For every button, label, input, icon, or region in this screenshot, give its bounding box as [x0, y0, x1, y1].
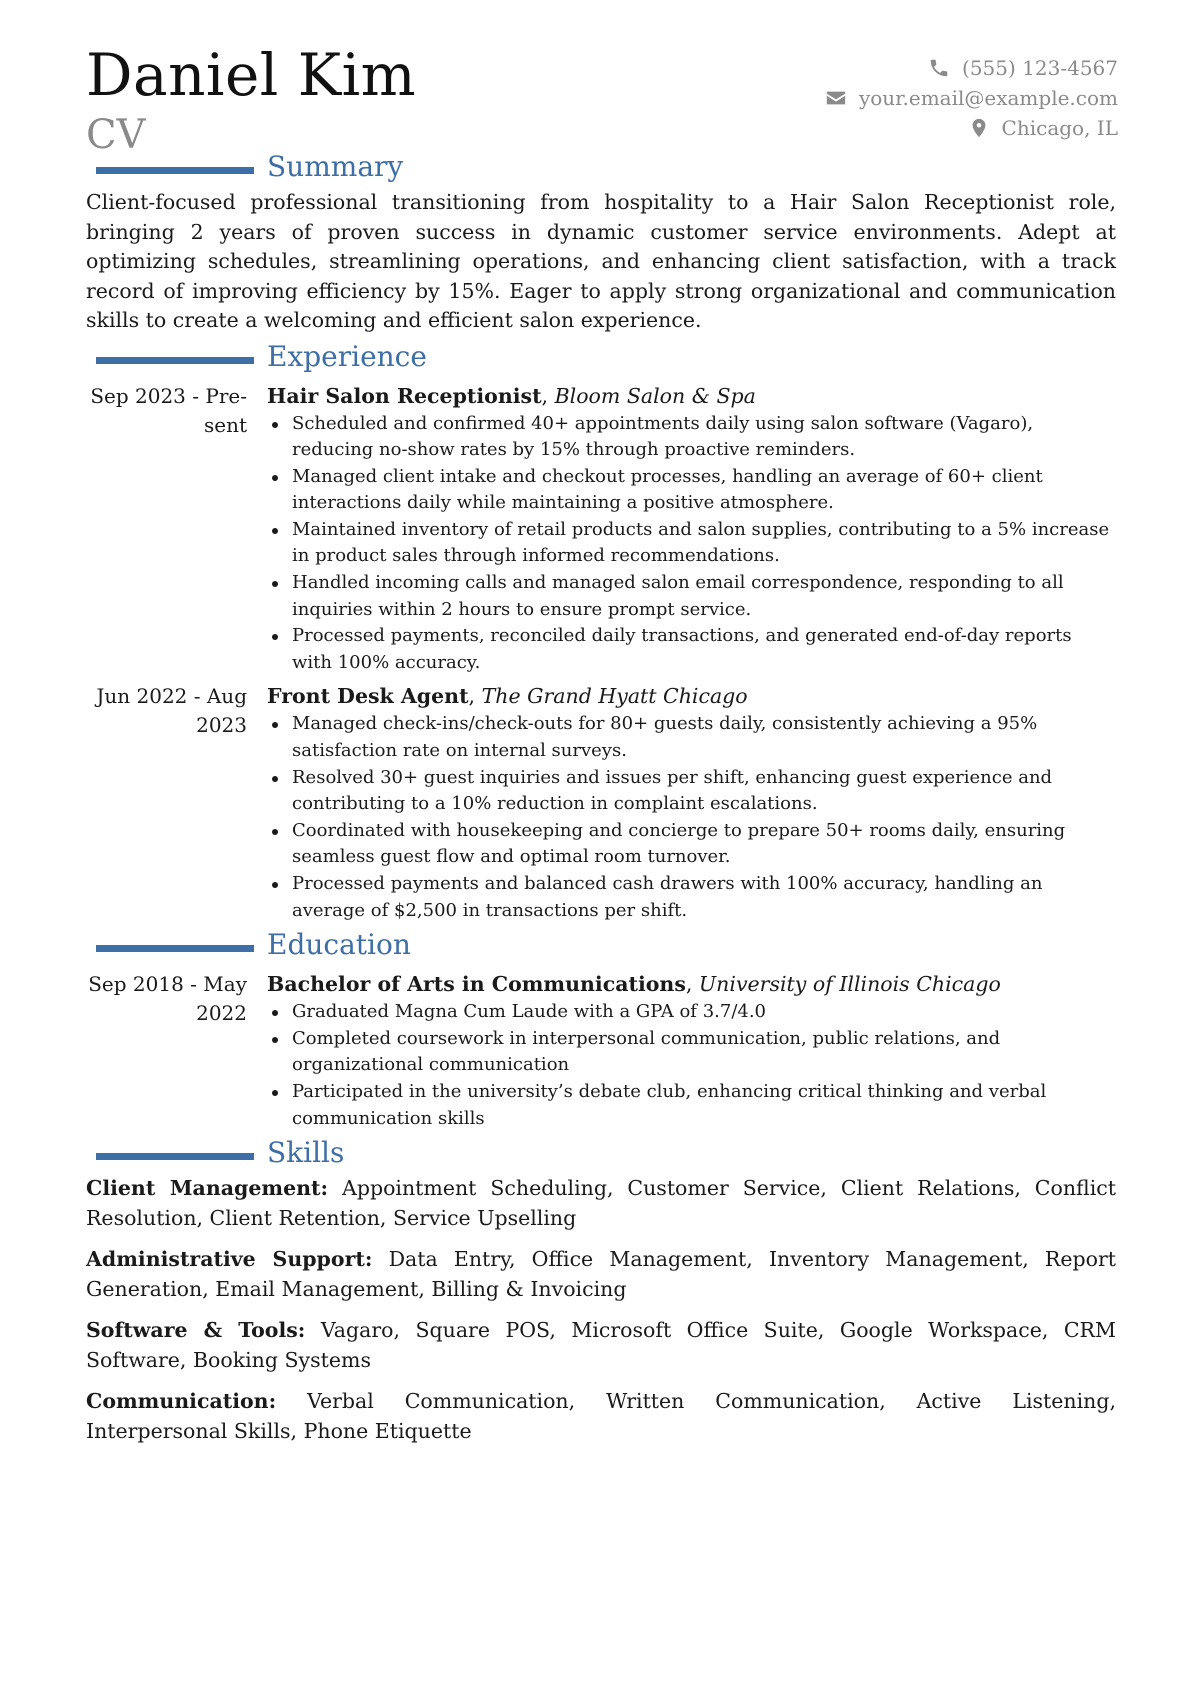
job-title: Front Desk Agent — [267, 684, 469, 709]
entry-body — [267, 970, 1116, 1132]
contact-email — [825, 83, 1118, 113]
location-text: Chicago, IL — [1001, 116, 1118, 140]
bullet-item — [267, 818, 1116, 871]
bullet-dot — [272, 829, 278, 835]
skill-items: Verbal Communication, Written Communication, Active Listening, Interpersonal Skills, Phone Etiquette — [86, 1389, 1116, 1443]
education-entry — [86, 970, 1116, 1132]
bullet-list — [267, 999, 1116, 1132]
experience-entry — [86, 682, 1116, 924]
bullet-item — [267, 765, 1116, 818]
company-name: Bloom Salon & Spa — [554, 383, 756, 408]
bullet-dot — [272, 1037, 278, 1043]
date-line: Sep 2023 - Pre- — [90, 383, 247, 408]
bullet-dot — [272, 581, 278, 587]
skill-label: Communication: — [86, 1389, 277, 1414]
entry-date — [86, 382, 247, 677]
date-line: sent — [203, 412, 247, 437]
bullet-text: Processed payments, reconciled daily transactions, and generated end-of-day reports with 100% accuracy. — [292, 625, 1072, 673]
bullet-text: Managed check-ins/check-outs for 80+ guests daily, consistently achieving a 95% satisfaction rate on internal surveys. — [292, 713, 1038, 762]
bullet-dot — [272, 528, 278, 534]
bullet-text: Maintained inventory of retail products and salon supplies, contributing to a 5% increase in product sales through informed recommendations. — [292, 518, 1110, 567]
bullet-item — [267, 411, 1116, 464]
date-line: Jun 2022 - Aug — [96, 684, 247, 709]
bullet-item — [267, 1026, 1116, 1079]
phone-icon — [928, 57, 950, 79]
section-experience-heading — [86, 339, 1116, 376]
section-title: Education — [267, 928, 411, 962]
envelope-icon — [825, 87, 847, 109]
email-link[interactable]: your.email@example.com — [858, 86, 1118, 110]
bullet-list — [267, 411, 1116, 677]
bullet-dot — [272, 722, 278, 728]
company-name: The Grand Hyatt Chicago — [481, 684, 748, 709]
bullet-dot — [272, 475, 278, 481]
skill-label: Client Management: — [86, 1176, 329, 1201]
bullet-text: Managed client intake and checkout processes, handling an average of 60+ client interactions daily while maintaining a positive atmosphere. — [292, 465, 1043, 514]
section-skills-heading — [86, 1138, 1116, 1172]
phone-text: (555) 123-4567 — [962, 56, 1118, 80]
section-education-heading — [86, 930, 1116, 964]
bullet-dot — [272, 776, 278, 782]
summary-text: Client-focused professional transitioning from hospitality to a Hair Salon Receptionist role, bringing 2 years of proven success in dynamic customer service environments. Adept at optimizing schedules, streamlining operations, and enhancing client satisfaction, with a track record of improving efficiency by 15%. Eager to apply strong organizational and communication skills to create a welcoming and efficient salon experience. — [86, 190, 1116, 332]
bullet-text: Graduated Magna Cum Laude with a GPA of 3.7/4.0 — [292, 1001, 767, 1023]
entry-body — [267, 382, 1116, 677]
entry-body — [267, 682, 1116, 924]
skill-group — [86, 1245, 1116, 1304]
bullet-text: Processed payments and balanced cash drawers with 100% accuracy, handling an average of $2,500 in transactions per shift. — [292, 873, 1043, 921]
bullet-item — [267, 711, 1116, 764]
contact-info — [825, 53, 1118, 143]
bullet-dot — [272, 422, 278, 428]
bullet-text: Handled incoming calls and managed salon email correspondence, responding to all inquiries within 2 hours to ensure prompt service. — [292, 572, 1064, 620]
contact-location — [825, 113, 1118, 143]
bullet-text: Completed coursework in interpersonal communication, public relations, and organizational communication — [292, 1027, 1001, 1076]
section-accent-bar — [96, 1153, 254, 1160]
bullet-text: Scheduled and confirmed 40+ appointments daily using salon software (Vagaro), reducing no-show rates by 15% through proactive reminders. — [292, 412, 1034, 461]
section-accent-bar — [96, 357, 254, 364]
bullet-dot — [272, 1090, 278, 1096]
bullet-dot — [272, 634, 278, 640]
section-accent-bar — [96, 945, 254, 952]
section-title: Experience — [267, 339, 427, 373]
contact-phone — [825, 53, 1118, 83]
bullet-item — [267, 1079, 1116, 1132]
bullet-item — [267, 517, 1116, 570]
bullet-item — [267, 999, 1116, 1026]
person-name: Daniel Kim — [86, 41, 417, 109]
bullet-text: Resolved 30+ guest inquiries and issues per shift, enhancing guest experience and contributing to a 10% reduction in complaint escalations. — [292, 766, 1053, 815]
bullet-list — [267, 711, 1116, 924]
bullet-dot — [272, 1010, 278, 1016]
bullet-item — [267, 570, 1116, 623]
skill-label: Administrative Support: — [86, 1247, 373, 1272]
skill-group — [86, 1174, 1116, 1233]
date-line: Sep 2018 - May — [88, 972, 247, 997]
skill-label: Software & Tools: — [86, 1318, 306, 1343]
bullet-item — [267, 871, 1116, 924]
section-title: Summary — [267, 150, 404, 183]
skill-items: Appointment Scheduling, Customer Service, Client Relations, Conflict Resolution, Client Retention, Service Upselling — [86, 1176, 1116, 1230]
entry-heading: Bachelor of Arts in Communications, University of Illinois Chicago — [267, 972, 1001, 997]
entry-date — [86, 970, 247, 1132]
skill-group — [86, 1316, 1116, 1375]
cv-page — [86, 42, 1116, 1458]
entry-heading: Hair Salon Receptionist, Bloom Salon & Spa — [267, 383, 756, 408]
bullet-text: Participated in the university’s debate club, enhancing critical thinking and verbal communication skills — [292, 1080, 1047, 1129]
school-name: University of Illinois Chicago — [698, 972, 1001, 997]
experience-entry — [86, 382, 1116, 677]
skills-list — [86, 1174, 1116, 1446]
date-line: 2023 — [196, 713, 247, 738]
document-subtitle: CV — [86, 112, 146, 158]
section-title: Skills — [267, 1136, 345, 1170]
section-accent-bar — [96, 167, 254, 174]
entry-date — [86, 682, 247, 924]
skill-items: Data Entry, Office Management, Inventory Management, Report Generation, Email Management, Billing & Invoicing — [86, 1247, 1116, 1301]
section-summary-heading — [86, 152, 1116, 186]
bullet-text: Coordinated with housekeeping and concierge to prepare 50+ rooms daily, ensuring seamless guest flow and optimal room turnover. — [292, 819, 1066, 868]
bullet-dot — [272, 882, 278, 888]
bullet-item — [267, 464, 1116, 517]
map-pin-icon — [968, 117, 990, 139]
date-line: 2022 — [196, 1001, 247, 1026]
entry-heading: Front Desk Agent, The Grand Hyatt Chicago — [267, 684, 748, 709]
degree-title: Bachelor of Arts in Communications — [267, 972, 686, 997]
header — [86, 41, 1118, 158]
skill-group — [86, 1387, 1116, 1446]
skill-items: Vagaro, Square POS, Microsoft Office Suite, Google Workspace, CRM Software, Booking Systems — [86, 1318, 1116, 1372]
job-title: Hair Salon Receptionist — [267, 383, 542, 408]
bullet-item — [267, 623, 1116, 676]
